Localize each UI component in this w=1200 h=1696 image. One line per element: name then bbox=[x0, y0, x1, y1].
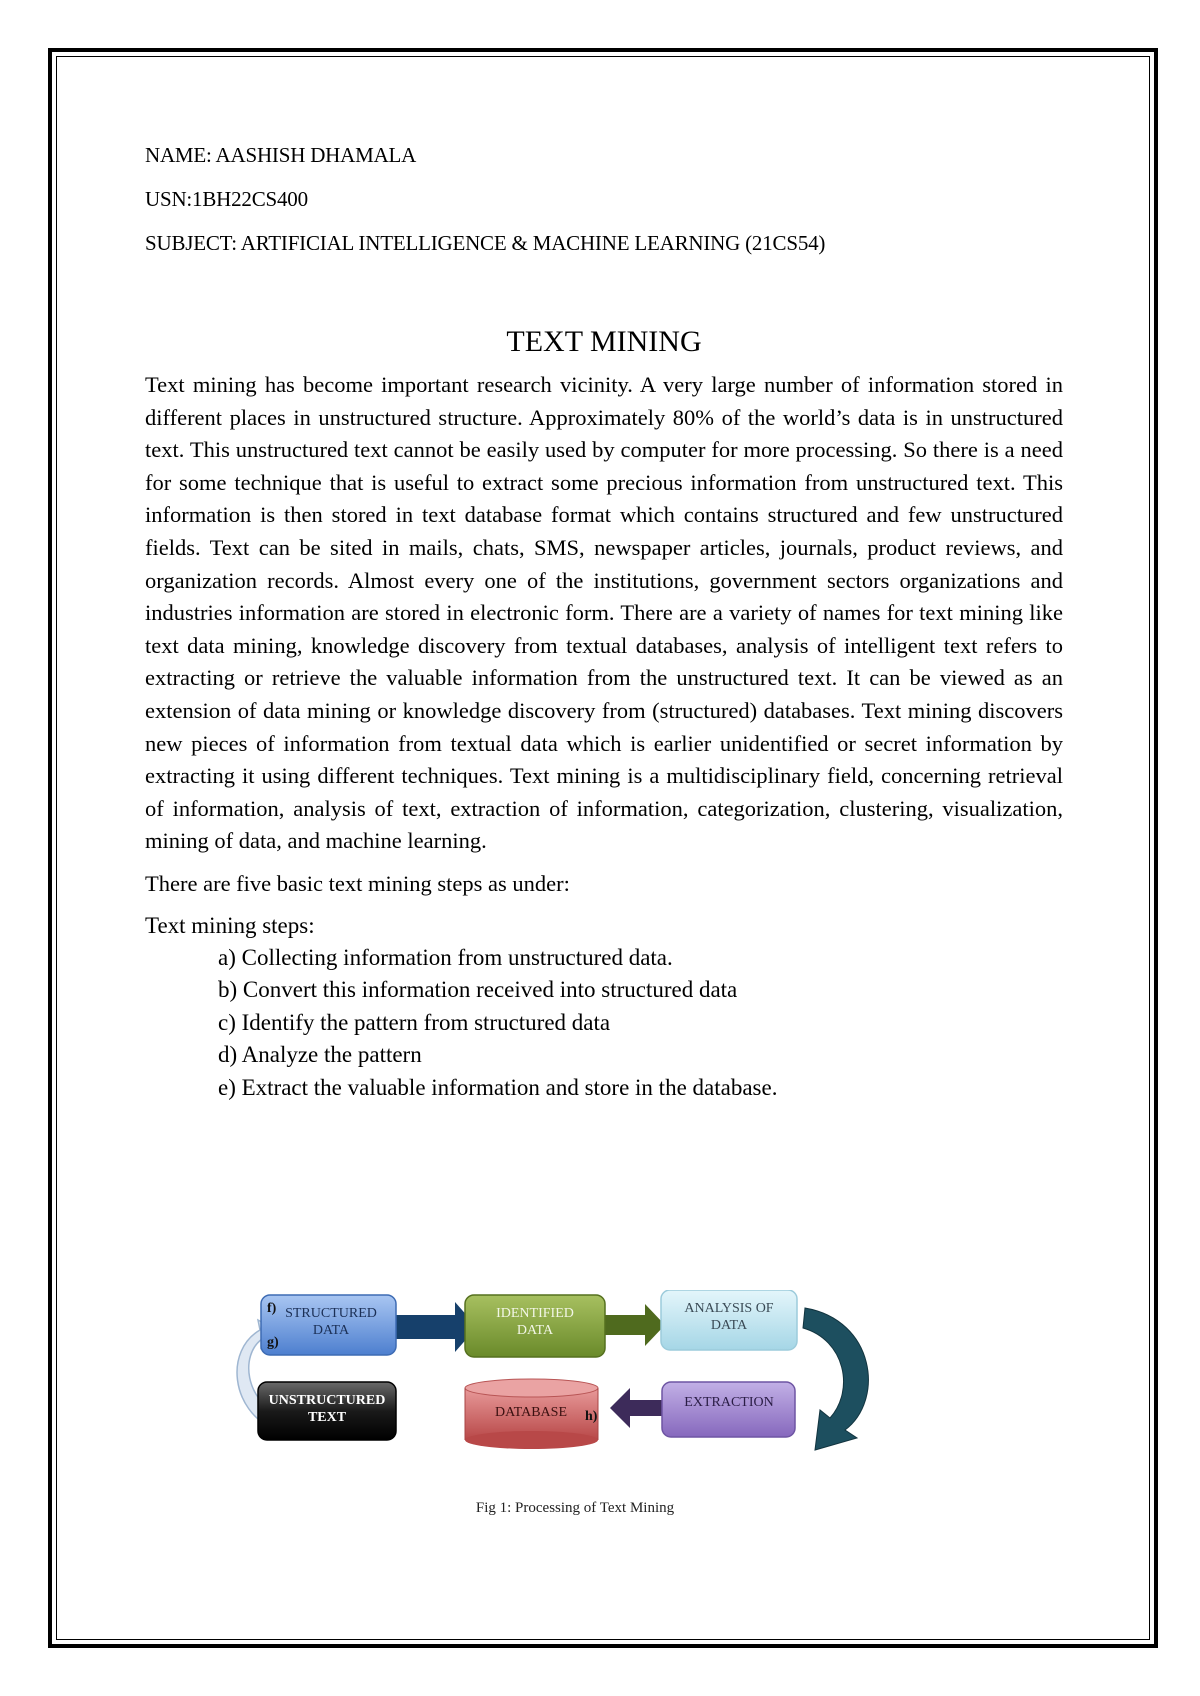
arrow-identified-to-analysis bbox=[600, 1304, 665, 1346]
step-d: d) Analyze the pattern bbox=[218, 1042, 422, 1068]
label-database: DATABASE bbox=[495, 1405, 567, 1420]
marker-f: f) bbox=[267, 1301, 277, 1316]
label-analysis-1: ANALYSIS OF bbox=[684, 1301, 774, 1316]
label-extraction: EXTRACTION bbox=[684, 1395, 774, 1410]
student-name: NAME: AASHISH DHAMALA bbox=[145, 143, 417, 167]
label-structured-1: STRUCTURED bbox=[285, 1306, 377, 1321]
subject-line: SUBJECT: ARTIFICIAL INTELLIGENCE & MACHINE LEARNING (21CS54) bbox=[145, 231, 826, 255]
document-body bbox=[145, 143, 1063, 1104]
label-unstructured-1: UNSTRUCTURED bbox=[268, 1393, 386, 1408]
curved-arrow-right bbox=[803, 1308, 868, 1450]
label-structured-2: DATA bbox=[312, 1323, 350, 1338]
arrow-extraction-to-database bbox=[610, 1388, 665, 1428]
page-title: TEXT MINING bbox=[506, 325, 702, 358]
process-diagram bbox=[225, 1290, 925, 1495]
step-e: e) Extract the valuable information and store in the database. bbox=[218, 1074, 778, 1100]
label-identified-1: IDENTIFIED bbox=[496, 1306, 574, 1321]
text-mining-figure bbox=[225, 1290, 925, 1530]
steps-intro: There are five basic text mining steps as under: bbox=[145, 870, 570, 896]
marker-g: g) bbox=[267, 1335, 279, 1350]
figure-caption: Fig 1: Processing of Text Mining bbox=[475, 1500, 675, 1516]
label-identified-2: DATA bbox=[516, 1323, 554, 1338]
marker-h: h) bbox=[585, 1409, 598, 1424]
intro-paragraph: Text mining has become important research vicinity. A very large number of information stored in different places in unstructured structure. Approximately 80% of the world’s data is in unstructured text. This unstructured text cannot be easily used by computer for more processing. So there is a need for some technique that is useful to extract some precious information from unstructured text. This information is then stored in text database format which contains structured and few unstructured fields. Text can be sited in mails, chats, SMS, newspaper articles, journals, product reviews, and organization records. Almost every one of the institutions, government sectors organizations and industries information are stored in electronic form. There are a variety of names for text mining like text data mining, knowledge discovery from textual databases, analysis of intelligent text refers to extracting or retrieve the valuable information from the unstructured text. It can be viewed as an extension of data mining or knowledge discovery from (structured) databases. Text mining discovers new pieces of information from textual data which is earlier unidentified or secret information by extracting it using different techniques. Text mining is a multidisciplinary field, concerning retrieval of information, analysis of text, extraction of information, categorization, clustering, visualization, mining of data, and machine learning. bbox=[145, 372, 1063, 854]
steps-list bbox=[145, 942, 1063, 1105]
label-unstructured-2: TEXT bbox=[307, 1410, 347, 1425]
label-analysis-2: DATA bbox=[710, 1318, 748, 1333]
step-a: a) Collecting information from unstructured data. bbox=[218, 944, 673, 970]
step-c: c) Identify the pattern from structured data bbox=[218, 1009, 611, 1035]
steps-heading: Text mining steps: bbox=[145, 912, 315, 938]
student-usn: USN:1BH22CS400 bbox=[145, 187, 308, 211]
step-b: b) Convert this information received into structured data bbox=[218, 977, 738, 1003]
